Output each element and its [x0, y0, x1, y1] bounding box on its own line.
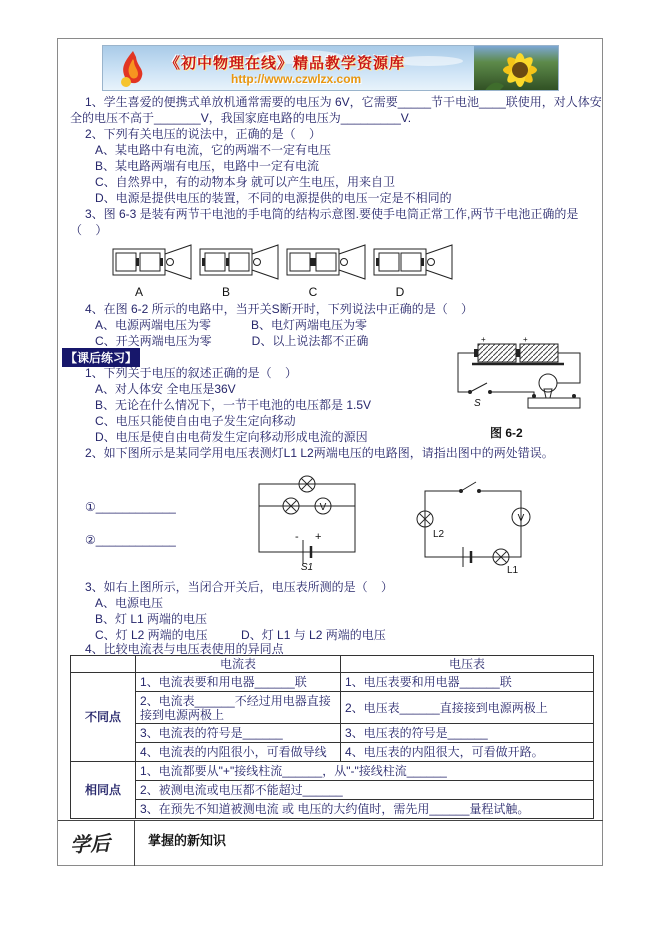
q2-stem: 2、下列有关电压的说法中，正确的是（ ） — [85, 127, 322, 141]
sunflower-photo — [474, 46, 558, 91]
table-cell: 3、电流表的符号是______ — [136, 724, 341, 743]
hw-q3-option-a: A、电源电压 — [95, 596, 164, 610]
table-cell: 3、电压表的符号是______ — [341, 724, 594, 743]
after-study-label-cell — [58, 821, 135, 866]
table-row — [71, 781, 594, 800]
figure-6-2 — [448, 336, 593, 422]
table-row — [71, 673, 594, 692]
voltmeter-label: V — [517, 513, 525, 524]
voltmeter-column-header: 电压表 — [341, 656, 594, 673]
lamp-l2-label: L2 — [433, 529, 445, 540]
error-blank-2: ②____________ — [85, 533, 176, 547]
option-label: D — [395, 285, 405, 299]
lamp-l1-label: L1 — [507, 565, 519, 575]
figure-6-3-option-c — [286, 243, 370, 299]
circuit-diagram-left — [247, 470, 367, 572]
hw-q4-stem: 4、比较电流表与电压表使用的异同点 — [85, 642, 284, 656]
q2-option-a: A、某电路中有电流，它的两端不一定有电压 — [95, 143, 332, 157]
table-cell: 1、电流表要和用电器______联 — [136, 673, 341, 692]
row-group-similarities: 相同点 — [71, 762, 136, 819]
site-title: 《初中物理在线》精品教学资源库 — [165, 55, 406, 72]
figure-6-3-option-b — [199, 243, 283, 299]
table-cell: 2、电压表______直接接到电源两极上 — [341, 692, 594, 724]
option-label: A — [134, 285, 144, 299]
figure-6-2-caption: 图 6-2 — [490, 426, 523, 440]
table-cell: 4、电压表的内阻很大，可看做开路。 — [341, 743, 594, 762]
table-row — [71, 692, 594, 724]
battery-minus-mark: - — [295, 531, 299, 543]
hw-q3-stem: 3、如右上图所示，当闭合开关后，电压表所测的是（ ） — [85, 580, 394, 594]
table-row — [71, 800, 594, 819]
q4-options-cd: C、开关两端电压为零 D、以上说法都不正确 — [95, 334, 369, 348]
homework-section-heading: 【课后练习】 — [62, 348, 140, 367]
site-banner — [102, 45, 559, 91]
hw-q1-stem: 1、下列关于电压的叙述正确的是（ ） — [85, 366, 298, 380]
row-group-differences: 不同点 — [71, 673, 136, 762]
flame-logo-icon — [113, 49, 153, 91]
new-knowledge-label: 掌握的新知识 — [148, 833, 227, 848]
hw-q1-option-b: B、无论在什么情况下，一节干电池的电压都是 1.5V — [95, 398, 372, 412]
q2-option-c: C、自然界中，有的动物本身 就可以产生电压，用来自卫 — [95, 175, 396, 189]
switch-label: S — [474, 398, 481, 409]
figure-6-3-option-d — [373, 243, 457, 299]
table-corner-cell — [71, 656, 136, 673]
option-label: C — [308, 285, 318, 299]
battery-plus-mark: + — [523, 336, 528, 344]
hw-q3-options-cd: C、灯 L2 两端的电压 D、灯 L1 与 L2 两端的电压 — [95, 628, 386, 642]
table-cell: 2、被测电流或电压都不能超过______ — [136, 781, 594, 800]
hw-q1-option-d: D、电压是使自由电荷发生定向移动形成电流的源因 — [95, 430, 368, 444]
q2-option-b: B、某电路两端有电压，电路中一定有电流 — [95, 159, 320, 173]
hw-q1-option-a: A、对人体安 全电压是36V — [95, 382, 236, 396]
ammeter-voltmeter-comparison-table — [70, 655, 594, 819]
site-url: http://www.czwlzx.com — [231, 72, 362, 86]
after-study-script-label: 学后 — [69, 830, 111, 858]
switch-s1-label: S1 — [300, 562, 314, 572]
q1-line-2: 全的电压不高于_______V，我国家庭电路的电压为_________V. — [70, 111, 412, 125]
after-study-strip — [58, 820, 603, 866]
table-cell: 2、电流表______不经过用电器直接接到电源两极上 — [136, 692, 341, 724]
hw-q2-stem: 2、如下图所示是某同学用电压表测灯L1 L2两端电压的电路图，请指出图中的两处错误。 — [85, 446, 554, 460]
q4-options-ab: A、电源两端电压为零 B、电灯两端电压为零 — [95, 318, 368, 332]
ammeter-column-header: 电流表 — [136, 656, 341, 673]
table-cell: 1、电压表要和用电器______联 — [341, 673, 594, 692]
hw-q3-option-b: B、灯 L1 两端的电压 — [95, 612, 208, 626]
table-cell: 1、电流都要从"+"接线柱流______，从"-"接线柱流______ — [136, 762, 594, 781]
table-row — [71, 762, 594, 781]
q1-line-1: 1、学生喜爱的便携式单放机通常需要的电压为 6V，它需要_____节干电池____联使用，对人体安 — [85, 95, 602, 109]
battery-plus-mark: + — [315, 531, 322, 543]
battery-plus-mark: + — [481, 336, 486, 344]
q3-line-2: （ ） — [70, 223, 108, 237]
table-row — [71, 743, 594, 762]
error-blank-1: ①____________ — [85, 500, 176, 514]
table-header-row — [71, 656, 594, 673]
q4-stem: 4、在图 6-2 所示的电路中，当开关S断开时，下列说法中正确的是（ ） — [85, 302, 474, 316]
option-label: B — [221, 285, 231, 299]
voltmeter-label: V — [319, 502, 327, 513]
hw-q1-option-c: C、电压只能使自由电子发生定向移动 — [95, 414, 296, 428]
circuit-diagram-right — [413, 477, 538, 575]
table-cell: 4、电流表的内阻很小，可看做导线 — [136, 743, 341, 762]
q3-line-1: 3、图 6-3 是装有两节干电池的手电筒的结构示意图.要使手电筒正常工作,两节干电池正确的是 — [85, 207, 579, 221]
table-cell: 3、在预先不知道被测电流 或 电压的大约值时，需先用______量程试触。 — [136, 800, 594, 819]
figure-6-3-option-a — [112, 243, 196, 299]
q2-option-d: D、电源是提供电压的装置，不同的电源提供的电压一定是不相同的 — [95, 191, 452, 205]
table-row — [71, 724, 594, 743]
